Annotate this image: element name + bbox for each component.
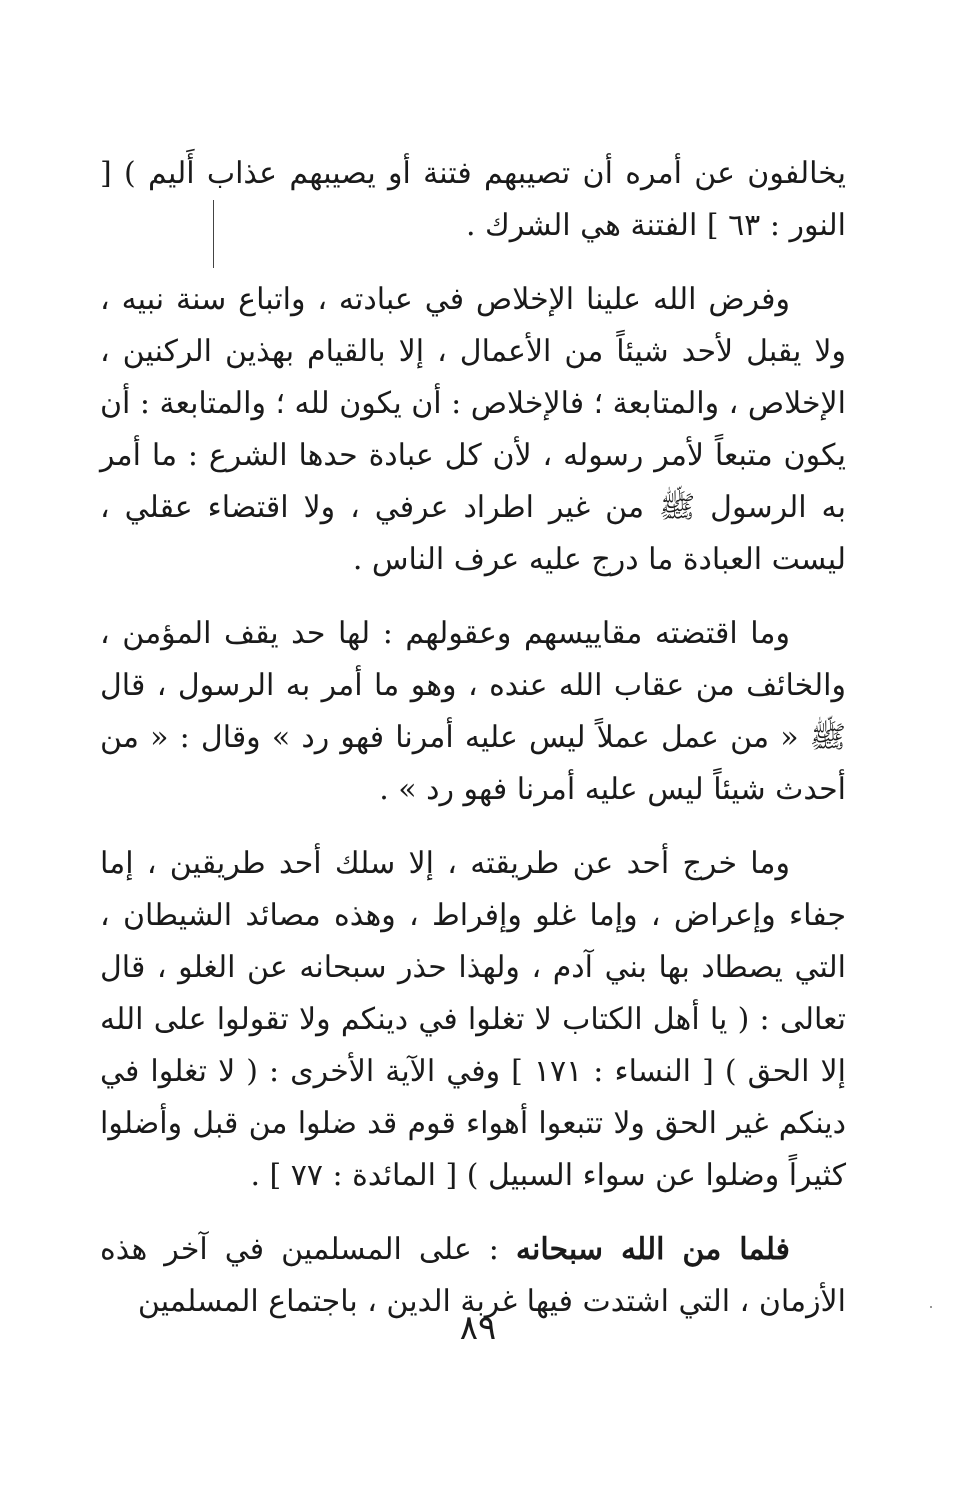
paragraph-text: وفرض الله علينا الإخلاص في عبادته ، واتباع سنة نبيه ، ولا يقبل لأحد شيئاً من الأعمال ، إلا بالقيام بهذين الركنين ، الإخلاص ، والمتابعة ؛ فالإخلاص : أن يكون لله ؛ والمتابعة : أن يكون متبعاً لأمر رسوله ، لأن كل عبادة حدها الشرع : ما أمر به الرسول ﷺ من غير اطراد عرفي ، ولا اقتضاء عقلي ، ليست العبادة ما درج عليه عرف الناس . — [99, 282, 846, 577]
body-text — [100, 148, 846, 1328]
paragraph-text: : على المسلمين في آخر هذه الأزمان ، التي اشتدت فيها غربة الدين ، باجتماع المسلمين — [100, 1232, 846, 1319]
paragraph-ghuluw — [100, 838, 846, 1202]
paragraph-quran-continuation — [100, 148, 846, 252]
page-number: ٨٩ — [459, 1308, 497, 1348]
scan-speck — [930, 1306, 932, 1308]
paragraph-lead-bold: فلما من الله سبحانه — [515, 1232, 790, 1267]
paragraph-ikhlas — [100, 274, 846, 586]
paragraph-text: وما خرج أحد عن طريقته ، إلا سلك أحد طريقين ، إما جفاء وإعراض ، وإما غلو وإفراط ، وهذه مصائد الشيطان ، التي يصطاد بها بني آدم ، ولهذا حذر سبحانه عن الغلو ، قال تعالى : ( يا أهل الكتاب لا تغلوا في دينكم ولا تقولوا على الله إلا الحق ) [ النساء : ١٧١ ] وفي الآية الأخرى : ( لا تغلوا في دينكم غير الحق ولا تتبعوا أهواء قوم قد ضلوا من قبل وأضلوا كثيراً وضلوا عن سواء السبيل ) [ المائدة : ٧٧ ] . — [100, 846, 846, 1193]
paragraph-text: وما اقتضته مقاييسهم وعقولهم : لها حد يقف المؤمن ، والخائف من عقاب الله عنده ، وهو ما أمر به الرسول ، قال ﷺ « من عمل عملاً ليس عليه أمرنا فهو رد » وقال : « من أحدث شيئاً ليس عليه أمرنا فهو رد » . — [100, 616, 846, 807]
paragraph-text: يخالفون عن أمره أن تصيبهم فتنة أو يصيبهم عذاب أَليم ) [ النور : ٦٣ ] الفتنة هي الشرك . — [100, 156, 846, 243]
paragraph-hadith — [100, 608, 846, 816]
